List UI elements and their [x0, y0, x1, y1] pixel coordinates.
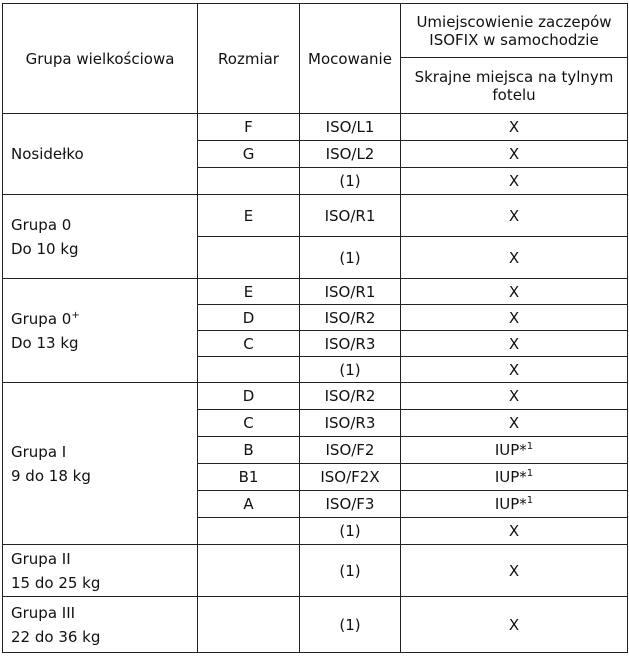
location-value: X — [508, 172, 520, 190]
location-cell — [401, 437, 628, 464]
group-cell — [3, 545, 198, 597]
group-name — [11, 547, 193, 571]
location-value: X — [508, 206, 520, 225]
size-cell — [198, 237, 300, 279]
group-name-text: Grupa III — [11, 603, 76, 622]
table-row — [3, 383, 628, 410]
location-value: IUP* — [494, 441, 527, 459]
mount-cell: ISO/L1 — [300, 114, 401, 141]
mount-cell: ISO/F2 — [300, 437, 401, 464]
location-cell — [401, 237, 628, 279]
group-name-text: Grupa I — [11, 442, 67, 461]
location-cell — [401, 464, 628, 491]
mount-cell: ISO/R3 — [300, 331, 401, 357]
header-location: Umiejscowienie zaczepów ISOFIX w samochodzie — [401, 4, 628, 58]
location-footnote: 1 — [526, 441, 534, 452]
group-cell — [3, 114, 198, 195]
location-value: X — [508, 118, 520, 136]
mount-cell: (1) — [300, 545, 401, 597]
location-value: X — [508, 522, 520, 540]
group-name — [11, 142, 193, 166]
group-weight: Do 10 kg — [11, 239, 79, 258]
location-value: X — [508, 308, 520, 327]
table-row — [3, 279, 628, 305]
size-cell: B — [198, 437, 300, 464]
location-cell — [401, 305, 628, 331]
mount-cell: (1) — [300, 518, 401, 545]
size-cell — [198, 168, 300, 195]
location-value: X — [508, 414, 520, 432]
location-footnote: 1 — [526, 468, 534, 479]
location-cell — [401, 357, 628, 383]
location-value: X — [508, 248, 520, 267]
location-cell — [401, 410, 628, 437]
location-cell — [401, 168, 628, 195]
group-cell — [3, 279, 198, 383]
location-cell — [401, 114, 628, 141]
table-header — [3, 4, 628, 114]
size-cell: C — [198, 410, 300, 437]
group-weight: Do 13 kg — [11, 333, 79, 352]
table-row — [3, 597, 628, 653]
size-cell — [198, 597, 300, 653]
size-cell — [198, 518, 300, 545]
table-row — [3, 545, 628, 597]
size-cell — [198, 357, 300, 383]
location-value: X — [508, 615, 520, 634]
location-cell — [401, 491, 628, 518]
header-outer-seats: Skrajne miejsca na tylnym fotelu — [401, 58, 628, 114]
size-cell: E — [198, 195, 300, 237]
mount-cell: ISO/R1 — [300, 279, 401, 305]
location-value: X — [508, 145, 520, 163]
group-name — [11, 213, 193, 237]
location-value: X — [508, 334, 520, 353]
mount-cell: (1) — [300, 237, 401, 279]
location-cell — [401, 545, 628, 597]
group-weight: 22 do 36 kg — [11, 627, 101, 646]
mount-cell: (1) — [300, 357, 401, 383]
location-value: IUP* — [494, 495, 527, 513]
location-cell — [401, 279, 628, 305]
table-body — [3, 114, 628, 653]
location-value: X — [508, 387, 520, 405]
group-name-text: Grupa 0 — [11, 309, 72, 328]
location-value: IUP* — [494, 468, 527, 486]
location-cell — [401, 597, 628, 653]
mount-cell: (1) — [300, 168, 401, 195]
group-name — [11, 440, 193, 464]
size-cell: E — [198, 279, 300, 305]
mount-cell: ISO/F3 — [300, 491, 401, 518]
group-cell — [3, 195, 198, 279]
location-cell — [401, 518, 628, 545]
group-name-text: Nosidełko — [11, 145, 84, 163]
size-cell: D — [198, 305, 300, 331]
isofix-table — [2, 3, 628, 653]
mount-cell: ISO/R2 — [300, 383, 401, 410]
group-weight: 9 do 18 kg — [11, 466, 91, 485]
location-value: X — [508, 561, 520, 580]
size-cell: G — [198, 141, 300, 168]
size-cell: A — [198, 491, 300, 518]
mount-cell: ISO/L2 — [300, 141, 401, 168]
mount-cell: (1) — [300, 597, 401, 653]
group-name-text: Grupa II — [11, 549, 71, 568]
group-name — [11, 307, 193, 331]
location-cell — [401, 331, 628, 357]
location-cell — [401, 141, 628, 168]
size-cell: F — [198, 114, 300, 141]
group-name-sup: + — [71, 309, 80, 321]
size-cell — [198, 545, 300, 597]
location-footnote: 1 — [526, 495, 534, 506]
size-cell: C — [198, 331, 300, 357]
header-group: Grupa wielkościowa — [3, 4, 198, 114]
header-mount: Mocowanie — [300, 4, 401, 114]
group-name-text: Grupa 0 — [11, 215, 72, 234]
group-cell — [3, 597, 198, 653]
location-cell — [401, 195, 628, 237]
header-size: Rozmiar — [198, 4, 300, 114]
group-name — [11, 601, 193, 625]
location-value: X — [508, 360, 520, 379]
mount-cell: ISO/R3 — [300, 410, 401, 437]
size-cell: B1 — [198, 464, 300, 491]
table-row — [3, 114, 628, 141]
location-cell — [401, 383, 628, 410]
mount-cell: ISO/R2 — [300, 305, 401, 331]
mount-cell: ISO/R1 — [300, 195, 401, 237]
size-cell: D — [198, 383, 300, 410]
table-row — [3, 195, 628, 237]
mount-cell: ISO/F2X — [300, 464, 401, 491]
group-weight: 15 do 25 kg — [11, 573, 101, 592]
group-cell — [3, 383, 198, 545]
location-value: X — [508, 282, 520, 301]
